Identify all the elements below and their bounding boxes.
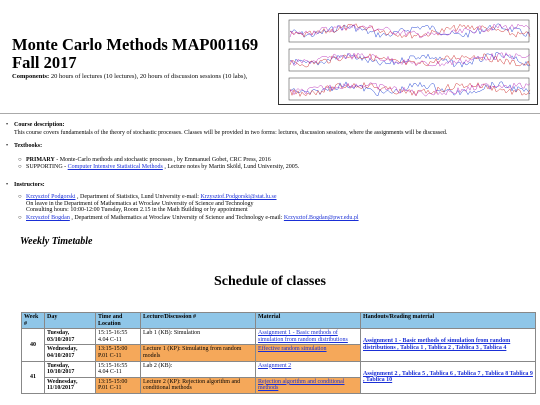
column-header: Time and Location xyxy=(96,313,141,329)
circle-bullet-icon: ○ xyxy=(18,164,22,170)
lecture-cell: Lecture 1 (KP): Simulating from random models xyxy=(141,345,256,361)
schedule-title: Schedule of classes xyxy=(214,274,326,289)
section-heading: Instructors: xyxy=(14,182,45,188)
lecture-cell: Lecture 2 (KP): Rejection algorithm and conditional methods xyxy=(141,377,256,393)
textbooks-section xyxy=(14,143,42,151)
instructor-email-link[interactable]: Krzysztof.Bogdan@pwr.edu.pl xyxy=(283,215,359,221)
circle-bullet-icon: ○ xyxy=(18,194,22,200)
handout-link[interactable]: Assignment 2 , Tablica 5 , Tablica 6 , Tablica 7 , Tablica 8 Tablica 9 , Tablica 10 xyxy=(363,370,533,384)
course-description-text: This course covers fundamentals of the theory of stochastic processes. Classes will be provided in two forms: lectures, discussion sessions, where the assignments will be discussed. xyxy=(14,129,448,136)
components-text: 20 hours of lectures (10 lectures), 20 hours of discussion sessions (10 labs), xyxy=(49,73,248,80)
table-row xyxy=(22,329,536,345)
circle-bullet-icon: ○ xyxy=(18,215,22,221)
table-header-row xyxy=(22,313,536,329)
divider xyxy=(0,113,540,114)
lecture-cell: Lab 2 (KB): xyxy=(141,361,256,377)
schedule-table xyxy=(21,312,536,394)
course-title: Monte Carlo Methods MAP001169 xyxy=(12,35,259,54)
material-cell xyxy=(256,345,361,361)
column-header: Handouts/Reading material xyxy=(361,313,536,329)
bullet: • xyxy=(6,122,9,128)
weekly-timetable-heading: Weekly Timetable xyxy=(20,236,93,247)
handout-cell xyxy=(361,361,536,393)
table-row xyxy=(22,361,536,377)
components-line xyxy=(12,73,247,80)
material-link[interactable]: Assignment 1 - Basic methods of simulation from random distributions xyxy=(258,330,348,343)
textbook-primary: ○ PRIMARY - Monte-Carlo methods and stochastic processes , by Emmanuel Gobet, CRC Press, 2016 xyxy=(18,157,271,163)
material-link[interactable]: Assignment 2 xyxy=(258,362,292,369)
day-cell: Tuesday, 03/10/2017 xyxy=(45,329,96,345)
instructor-name-link[interactable]: Krzysztof Bogdan xyxy=(26,215,70,221)
course-description-section xyxy=(14,122,534,137)
column-header: Lecture/Discussion # xyxy=(141,313,256,329)
day-cell: Wednesday, 04/10/2017 xyxy=(45,345,96,361)
section-heading: Textbooks: xyxy=(14,143,43,149)
handout-link[interactable]: Assignment 1 - Basic methods of simulation from random distributions , Tablica 1 , Tablica 2 , Tablica 3 , Tablica 4 xyxy=(363,338,511,351)
term-label: Fall 2017 xyxy=(12,53,77,72)
lecture-cell: Lab 1 (KB): Simulation xyxy=(141,329,256,345)
textbook-link[interactable]: Computer Intensive Statistical Methods xyxy=(67,164,163,170)
time-cell: 13:15-15:00 P.01 C-11 xyxy=(96,345,141,361)
column-header: Material xyxy=(256,313,361,329)
time-cell: 15:15-16:55 4.04 C-11 xyxy=(96,329,141,345)
instructor-email-link[interactable]: Krzysztof.Podgorski@stat.lu.se xyxy=(200,194,277,200)
material-link[interactable]: Effective random simulation xyxy=(258,346,327,353)
time-cell: 15:15-16:55 4.04 C-11 xyxy=(96,361,141,377)
circle-bullet-icon: ○ xyxy=(18,157,22,163)
monte-carlo-plot-image xyxy=(278,13,538,105)
day-cell: Wednesday, 11/10/2017 xyxy=(45,377,96,393)
time-cell: 13:15-15:00 P.01 C-11 xyxy=(96,377,141,393)
column-header: Week # xyxy=(22,313,45,329)
material-link[interactable]: Rejection algorithm and conditional methods xyxy=(258,378,345,392)
textbook-supporting: ○ SUPPORTING - Computer Intensive Statistical Methods , Lecture notes by Martin Sköld, Lund University, 2005. xyxy=(18,164,300,170)
bullet: • xyxy=(6,143,9,149)
material-cell xyxy=(256,329,361,345)
handout-cell xyxy=(361,329,536,361)
column-header: Day xyxy=(45,313,96,329)
day-cell: Tuesday, 10/10/2017 xyxy=(45,361,96,377)
material-cell xyxy=(256,377,361,393)
week-cell: 41 xyxy=(22,361,45,393)
bullet: • xyxy=(6,182,9,188)
instructor-2: ○ Krzysztof Bogdan , Department of Mathematics at Wroclaw University of Science and Technology e-mail: Krzysztof.Bogdan@pwr.edu.pl xyxy=(18,215,359,221)
instructors-section xyxy=(14,182,45,190)
week-cell: 40 xyxy=(22,329,45,361)
page-title xyxy=(12,36,258,72)
instructor-1: ○ Krzysztof Podgorski , Department of Statistics, Lund University e-mail: Krzysztof.Podgorski@stat.lu.se On leave in the Department of Mathematics at Wroclaw University of Science and Technology Consulting hours: 10:00-12:00 Tuesday, Room 2.15 in the Math Building or by appointment xyxy=(18,194,277,214)
components-label: Components: xyxy=(12,73,50,80)
section-heading: Course description: xyxy=(14,122,65,128)
material-cell xyxy=(256,361,361,377)
instructor-name-link[interactable]: Krzysztof Podgorski xyxy=(26,194,76,200)
